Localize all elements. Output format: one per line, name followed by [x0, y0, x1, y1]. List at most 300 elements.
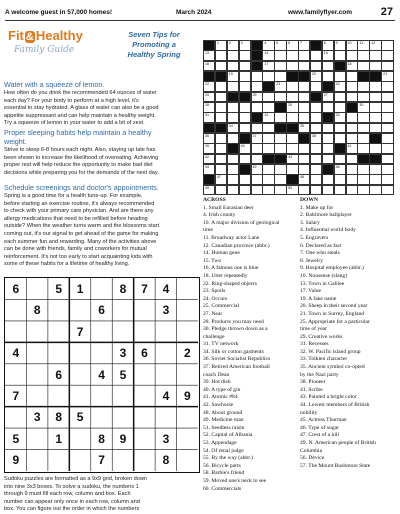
- crossword-square[interactable]: [251, 133, 263, 144]
- crossword-clue-number: 30: [359, 103, 364, 107]
- crossword-square[interactable]: [357, 164, 369, 175]
- crossword-square[interactable]: [286, 154, 298, 165]
- body-line: decisions while preparing you for the demands of the next day.: [4, 169, 159, 176]
- crossword-square[interactable]: [334, 154, 346, 165]
- crossword-square[interactable]: [322, 123, 334, 134]
- clue-item: 20. Sheep in their second year: [300, 303, 368, 310]
- crossword-square[interactable]: [251, 123, 263, 134]
- clue-item: 24. Occurs: [203, 295, 228, 302]
- logo-wordmark: [8, 28, 88, 44]
- crossword-square[interactable]: [262, 92, 274, 103]
- crossword-square[interactable]: [274, 81, 286, 92]
- crossword-square[interactable]: [262, 40, 274, 51]
- crossword-square[interactable]: [369, 174, 381, 185]
- crossword-square[interactable]: [227, 164, 239, 175]
- crossword-square[interactable]: [215, 174, 227, 185]
- clue-item: 28. Products you may need: [203, 318, 264, 325]
- crossword-square[interactable]: [203, 102, 215, 113]
- tips-title: [104, 30, 204, 60]
- crossword-square[interactable]: [203, 185, 215, 196]
- crossword-square[interactable]: [357, 133, 369, 144]
- crossword-square[interactable]: [357, 112, 369, 123]
- crossword-square[interactable]: [262, 164, 274, 175]
- crossword-square[interactable]: [322, 61, 334, 72]
- sudoku-given: 7: [98, 453, 105, 468]
- crossword-square[interactable]: [239, 123, 251, 134]
- crossword-square[interactable]: [251, 174, 263, 185]
- clue-item: 4. Influential world body: [300, 227, 356, 234]
- crossword-square[interactable]: [381, 71, 393, 82]
- crossword-square[interactable]: [274, 50, 286, 61]
- crossword-square[interactable]: [298, 40, 310, 51]
- crossword-square[interactable]: [298, 123, 310, 134]
- crossword-square[interactable]: [381, 123, 393, 134]
- sudoku-given: 6: [12, 281, 20, 296]
- crossword-square[interactable]: [203, 164, 215, 175]
- crossword-square[interactable]: [239, 81, 251, 92]
- crossword-square[interactable]: [334, 81, 346, 92]
- crossword-square[interactable]: [239, 154, 251, 165]
- crossword-black-square: [286, 174, 298, 185]
- crossword-square[interactable]: [203, 154, 215, 165]
- crossword-square[interactable]: [369, 50, 381, 61]
- crossword-clue-number: 44: [205, 165, 209, 169]
- crossword-square[interactable]: [381, 112, 393, 123]
- crossword-square[interactable]: [334, 185, 346, 196]
- crossword-square[interactable]: [310, 61, 322, 72]
- crossword-square[interactable]: [215, 92, 227, 103]
- crossword-square[interactable]: [239, 71, 251, 82]
- crossword-square[interactable]: [357, 50, 369, 61]
- crossword-clue-number: 46: [335, 165, 340, 169]
- sudoku-given: 4: [162, 389, 170, 404]
- crossword-square[interactable]: [381, 164, 393, 175]
- crossword-square[interactable]: [334, 40, 346, 51]
- crossword-square[interactable]: [274, 143, 286, 154]
- crossword-square[interactable]: [262, 174, 274, 185]
- fit-healthy-logo: [8, 28, 98, 74]
- crossword-square[interactable]: [239, 40, 251, 51]
- crossword-square[interactable]: [381, 50, 393, 61]
- crossword-square[interactable]: [322, 50, 334, 61]
- section-body: [4, 147, 202, 177]
- crossword-square[interactable]: [346, 50, 358, 61]
- clue-item: 60. Commercials: [203, 485, 242, 492]
- crossword-square[interactable]: [346, 61, 358, 72]
- crossword-square[interactable]: [334, 71, 346, 82]
- clue-item: 16. A famous one is blue: [203, 265, 259, 272]
- crossword-square[interactable]: [322, 174, 334, 185]
- crossword-square[interactable]: [346, 174, 358, 185]
- crossword-square[interactable]: [322, 92, 334, 103]
- section-heading: Schedule screenings and doctor's appointments.: [4, 183, 159, 192]
- crossword-square[interactable]: [381, 185, 393, 196]
- crossword-square[interactable]: [334, 123, 346, 134]
- crossword-black-square: [346, 102, 358, 113]
- crossword-square[interactable]: [227, 133, 239, 144]
- crossword-square[interactable]: [239, 185, 251, 196]
- crossword-square[interactable]: [346, 71, 358, 82]
- crossword-square[interactable]: [286, 164, 298, 175]
- crossword-square[interactable]: [251, 154, 263, 165]
- crossword-clue-number: 5: [276, 41, 279, 45]
- crossword-square[interactable]: [274, 164, 286, 175]
- crossword-square[interactable]: [274, 40, 286, 51]
- crossword-square[interactable]: [381, 174, 393, 185]
- crossword-square[interactable]: [381, 61, 393, 72]
- crossword-square[interactable]: [334, 92, 346, 103]
- clue-item: 4. Irish county: [203, 212, 236, 219]
- crossword-square[interactable]: [369, 102, 381, 113]
- crossword-square[interactable]: [369, 92, 381, 103]
- crossword-square[interactable]: [203, 133, 215, 144]
- body-line: been shown to increase the likelihood of overeating. Achieving: [4, 154, 159, 161]
- crossword-square[interactable]: [215, 164, 227, 175]
- crossword-square[interactable]: [322, 102, 334, 113]
- sudoku-given: 3: [162, 431, 170, 446]
- crossword-square[interactable]: [274, 71, 286, 82]
- crossword-square[interactable]: [357, 143, 369, 154]
- crossword-clue-number: 29: [288, 103, 293, 107]
- sudoku-given: 4: [12, 346, 20, 361]
- clue-item: 12. Canadian province (abbr.): [203, 242, 270, 249]
- sudoku-given: 4: [162, 281, 170, 296]
- crossword-square[interactable]: [346, 92, 358, 103]
- crossword-square[interactable]: [346, 154, 358, 165]
- crossword-square[interactable]: [357, 174, 369, 185]
- crossword-square[interactable]: [346, 133, 358, 144]
- crossword-square[interactable]: [357, 81, 369, 92]
- crossword-square[interactable]: [381, 81, 393, 92]
- crossword-square[interactable]: [357, 102, 369, 113]
- crossword-square[interactable]: [334, 174, 346, 185]
- clue-item: 7. One who steals: [300, 250, 340, 257]
- crossword-square[interactable]: [357, 185, 369, 196]
- crossword-square[interactable]: [381, 92, 393, 103]
- crossword-square[interactable]: [322, 71, 334, 82]
- crossword-square[interactable]: [310, 71, 322, 82]
- crossword-clue-number: 6: [288, 41, 291, 45]
- crossword-square[interactable]: [310, 154, 322, 165]
- crossword-square[interactable]: [357, 123, 369, 134]
- clue-item: 47. Crest of a hill: [300, 432, 339, 439]
- crossword-square[interactable]: [310, 174, 322, 185]
- crossword-square[interactable]: [334, 102, 346, 113]
- crossword-square[interactable]: [227, 112, 239, 123]
- crossword-black-square: [369, 71, 381, 82]
- crossword-clue-number: 32: [264, 113, 269, 118]
- crossword-square[interactable]: [215, 143, 227, 154]
- crossword-grid[interactable]: [203, 40, 393, 195]
- crossword-square[interactable]: [262, 112, 274, 123]
- crossword-square[interactable]: [239, 112, 251, 123]
- crossword-square[interactable]: [251, 185, 263, 196]
- sudoku-grid[interactable]: [4, 277, 200, 473]
- crossword-square[interactable]: [227, 50, 239, 61]
- crossword-square[interactable]: [357, 61, 369, 72]
- crossword-square[interactable]: [227, 71, 239, 82]
- crossword-square[interactable]: [286, 185, 298, 196]
- crossword-square[interactable]: [346, 164, 358, 175]
- crossword-square[interactable]: [322, 154, 334, 165]
- crossword-black-square: [251, 112, 263, 123]
- sudoku-given: 5: [76, 410, 84, 425]
- clue-item: 52. Capital of Albania: [203, 432, 253, 439]
- crossword-square[interactable]: [298, 61, 310, 72]
- crossword-square[interactable]: [369, 61, 381, 72]
- crossword-square[interactable]: [251, 92, 263, 103]
- crossword-clue-number: 14: [264, 51, 269, 56]
- crossword-square[interactable]: [262, 50, 274, 61]
- crossword-clue-number: 41: [347, 144, 352, 149]
- clue-item: coach Dean: [203, 371, 230, 378]
- clue-item: 44. Lowest members of British: [300, 402, 370, 409]
- crossword-square[interactable]: [310, 133, 322, 144]
- crossword-square[interactable]: [369, 185, 381, 196]
- crossword-square[interactable]: [298, 112, 310, 123]
- crossword-square[interactable]: [274, 61, 286, 72]
- crossword-square[interactable]: [286, 61, 298, 72]
- crossword-square[interactable]: [286, 40, 298, 51]
- crossword-square[interactable]: [298, 92, 310, 103]
- crossword-black-square: [251, 61, 263, 72]
- crossword-square[interactable]: [274, 185, 286, 196]
- crossword-square[interactable]: [310, 164, 322, 175]
- clue-item: 55. By the way (abbr.): [203, 455, 254, 462]
- crossword-black-square: [239, 133, 251, 144]
- site-url: www.familyflyer.com: [288, 9, 353, 16]
- clue-item: 1. Make up for: [300, 204, 334, 211]
- crossword-square[interactable]: [310, 123, 322, 134]
- tips-title-line: Promoting a: [132, 40, 176, 49]
- crossword-clue-number: 12: [371, 41, 376, 45]
- crossword-square[interactable]: [334, 133, 346, 144]
- crossword-square[interactable]: [227, 102, 239, 113]
- crossword-square[interactable]: [381, 40, 393, 51]
- crossword-square[interactable]: [203, 81, 215, 92]
- crossword-square[interactable]: [274, 112, 286, 123]
- crossword-square[interactable]: [286, 143, 298, 154]
- crossword-square[interactable]: [346, 143, 358, 154]
- clue-item: 25. Commercial: [203, 303, 240, 310]
- clue-item: time of year: [300, 326, 328, 333]
- crossword-square[interactable]: [262, 133, 274, 144]
- sudoku-given: 1: [76, 281, 84, 296]
- crossword-square[interactable]: [322, 133, 334, 144]
- crossword-square[interactable]: [239, 102, 251, 113]
- crossword-square[interactable]: [310, 81, 322, 92]
- crossword-square[interactable]: [298, 154, 310, 165]
- crossword-black-square: [334, 61, 346, 72]
- crossword-square[interactable]: [298, 50, 310, 61]
- body-line: number can appear only once in each row, column and: [4, 498, 140, 505]
- crossword-square[interactable]: [322, 143, 334, 154]
- crossword-square[interactable]: [310, 112, 322, 123]
- clue-item: 54. Of renal judge: [203, 447, 244, 454]
- crossword-square[interactable]: [298, 164, 310, 175]
- crossword-square[interactable]: [346, 112, 358, 123]
- clue-item: challenge: [203, 333, 225, 340]
- crossword-square[interactable]: [322, 185, 334, 196]
- crossword-square[interactable]: [381, 102, 393, 113]
- welcome-text: A welcome guest in 57,000 homes!: [5, 9, 113, 16]
- crossword-square[interactable]: [215, 61, 227, 72]
- crossword-square[interactable]: [310, 143, 322, 154]
- tips-title-line: Healthy Spring: [127, 50, 181, 59]
- crossword-square[interactable]: [227, 123, 239, 134]
- crossword-square[interactable]: [274, 92, 286, 103]
- crossword-square[interactable]: [286, 92, 298, 103]
- crossword-clue-number: 10: [347, 41, 352, 45]
- section-body: [4, 193, 202, 269]
- crossword-square[interactable]: [369, 81, 381, 92]
- crossword-clue-number: 49: [205, 185, 209, 190]
- sudoku-given: 7: [76, 324, 84, 339]
- crossword-clue-number: 17: [264, 61, 269, 66]
- clue-item: 10. Nonsense (slang): [300, 272, 348, 279]
- crossword-square[interactable]: [239, 61, 251, 72]
- crossword-square[interactable]: [286, 102, 298, 113]
- clue-item: 11. Broadway actor Lane: [203, 234, 260, 241]
- crossword-square[interactable]: [239, 174, 251, 185]
- sudoku-given: 9: [12, 453, 20, 468]
- crossword-clue-number: 21: [383, 72, 388, 76]
- crossword-square[interactable]: [334, 112, 346, 123]
- crossword-clue-number: 11: [359, 41, 364, 45]
- clue-item: 45. Actress Thurman: [300, 417, 347, 424]
- crossword-square[interactable]: [298, 174, 310, 185]
- crossword-black-square: [357, 154, 369, 165]
- crossword-black-square: [203, 40, 215, 51]
- crossword-square[interactable]: [251, 81, 263, 92]
- sudoku-given: 6: [55, 367, 63, 382]
- clue-item: 40. A type of gin: [203, 386, 241, 393]
- crossword-square[interactable]: [239, 143, 251, 154]
- crossword-square[interactable]: [346, 81, 358, 92]
- crossword-black-square: [310, 92, 322, 103]
- crossword-square[interactable]: [227, 154, 239, 165]
- crossword-square[interactable]: [298, 143, 310, 154]
- crossword-square[interactable]: [215, 185, 227, 196]
- crossword-square[interactable]: [215, 102, 227, 113]
- crossword-square[interactable]: [346, 40, 358, 51]
- crossword-square[interactable]: [262, 123, 274, 134]
- crossword-square[interactable]: [322, 40, 334, 51]
- crossword-square[interactable]: [227, 61, 239, 72]
- crossword-square[interactable]: [381, 143, 393, 154]
- clue-item: 17. Value: [300, 288, 322, 295]
- crossword-square[interactable]: [203, 143, 215, 154]
- sudoku-given: 8: [98, 431, 105, 446]
- crossword-square[interactable]: [298, 185, 310, 196]
- crossword-square[interactable]: [215, 81, 227, 92]
- crossword-square[interactable]: [227, 40, 239, 51]
- crossword-square[interactable]: [215, 50, 227, 61]
- crossword-square[interactable]: [262, 143, 274, 154]
- sudoku-given: 1: [55, 431, 63, 446]
- crossword-black-square: [251, 50, 263, 61]
- crossword-square[interactable]: [215, 112, 227, 123]
- crossword-square[interactable]: [369, 112, 381, 123]
- clue-item: 43. Painted a bright color: [300, 394, 357, 401]
- crossword-square[interactable]: [334, 50, 346, 61]
- clue-item: 5. Engravers: [300, 234, 329, 241]
- crossword-square[interactable]: [369, 164, 381, 175]
- crossword-clue-number: 27: [323, 92, 328, 97]
- crossword-square[interactable]: [310, 50, 322, 61]
- crossword-square[interactable]: [310, 185, 322, 196]
- clue-item: by the Nazi party: [300, 371, 339, 378]
- crossword-square[interactable]: [346, 123, 358, 134]
- crossword-clue-number: 19: [228, 72, 233, 76]
- crossword-clue-number: 42: [205, 154, 209, 159]
- clue-item: 8. Jewelry: [300, 257, 323, 264]
- crossword-square[interactable]: [215, 154, 227, 165]
- crossword-black-square: [357, 71, 369, 82]
- crossword-square[interactable]: [369, 123, 381, 134]
- crossword-square[interactable]: [369, 40, 381, 51]
- crossword-square[interactable]: [262, 71, 274, 82]
- crossword-square[interactable]: [357, 40, 369, 51]
- crossword-square[interactable]: [215, 40, 227, 51]
- crossword-square[interactable]: [251, 71, 263, 82]
- crossword-square[interactable]: [369, 143, 381, 154]
- crossword-square[interactable]: [286, 81, 298, 92]
- sudoku-instructions: [4, 476, 202, 514]
- crossword-black-square: [322, 81, 334, 92]
- crossword-square[interactable]: [262, 61, 274, 72]
- crossword-square[interactable]: [357, 92, 369, 103]
- clue-item: 18. Utter repeatedly: [203, 272, 248, 279]
- crossword-square[interactable]: [298, 81, 310, 92]
- crossword-square[interactable]: [251, 164, 263, 175]
- clue-item: 23. Spoils: [203, 288, 226, 295]
- crossword-square[interactable]: [274, 133, 286, 144]
- clue-item: 57. The Mount Rushmore State: [300, 462, 371, 469]
- crossword-square[interactable]: [203, 50, 215, 61]
- sudoku-given: 6: [98, 303, 105, 318]
- crossword-square[interactable]: [203, 112, 215, 123]
- body-line: proper rest will help reduce the opportunity to make bad diet: [4, 162, 153, 169]
- crossword-square[interactable]: [203, 61, 215, 72]
- crossword-square[interactable]: [274, 174, 286, 185]
- crossword-square[interactable]: [286, 50, 298, 61]
- crossword-black-square: [239, 92, 251, 103]
- crossword-square[interactable]: [227, 185, 239, 196]
- crossword-square[interactable]: [286, 133, 298, 144]
- crossword-square[interactable]: [239, 50, 251, 61]
- crossword-square[interactable]: [251, 102, 263, 113]
- crossword-square[interactable]: [251, 143, 263, 154]
- crossword-square[interactable]: [334, 164, 346, 175]
- crossword-square[interactable]: [215, 133, 227, 144]
- crossword-square[interactable]: [203, 92, 215, 103]
- crossword-square[interactable]: [346, 185, 358, 196]
- crossword-square[interactable]: [310, 102, 322, 113]
- crossword-clue-number: 25: [205, 92, 209, 97]
- crossword-clue-number: 4: [264, 41, 267, 45]
- crossword-square[interactable]: [286, 112, 298, 123]
- crossword-square[interactable]: [381, 154, 393, 165]
- crossword-square[interactable]: [227, 174, 239, 185]
- crossword-square[interactable]: [262, 102, 274, 113]
- crossword-square[interactable]: [381, 133, 393, 144]
- clue-item: 38. Pioneer: [300, 379, 326, 386]
- crossword-square[interactable]: [227, 81, 239, 92]
- clue-item: nobility: [300, 409, 318, 416]
- crossword-square[interactable]: [262, 185, 274, 196]
- crossword-square[interactable]: [298, 102, 310, 113]
